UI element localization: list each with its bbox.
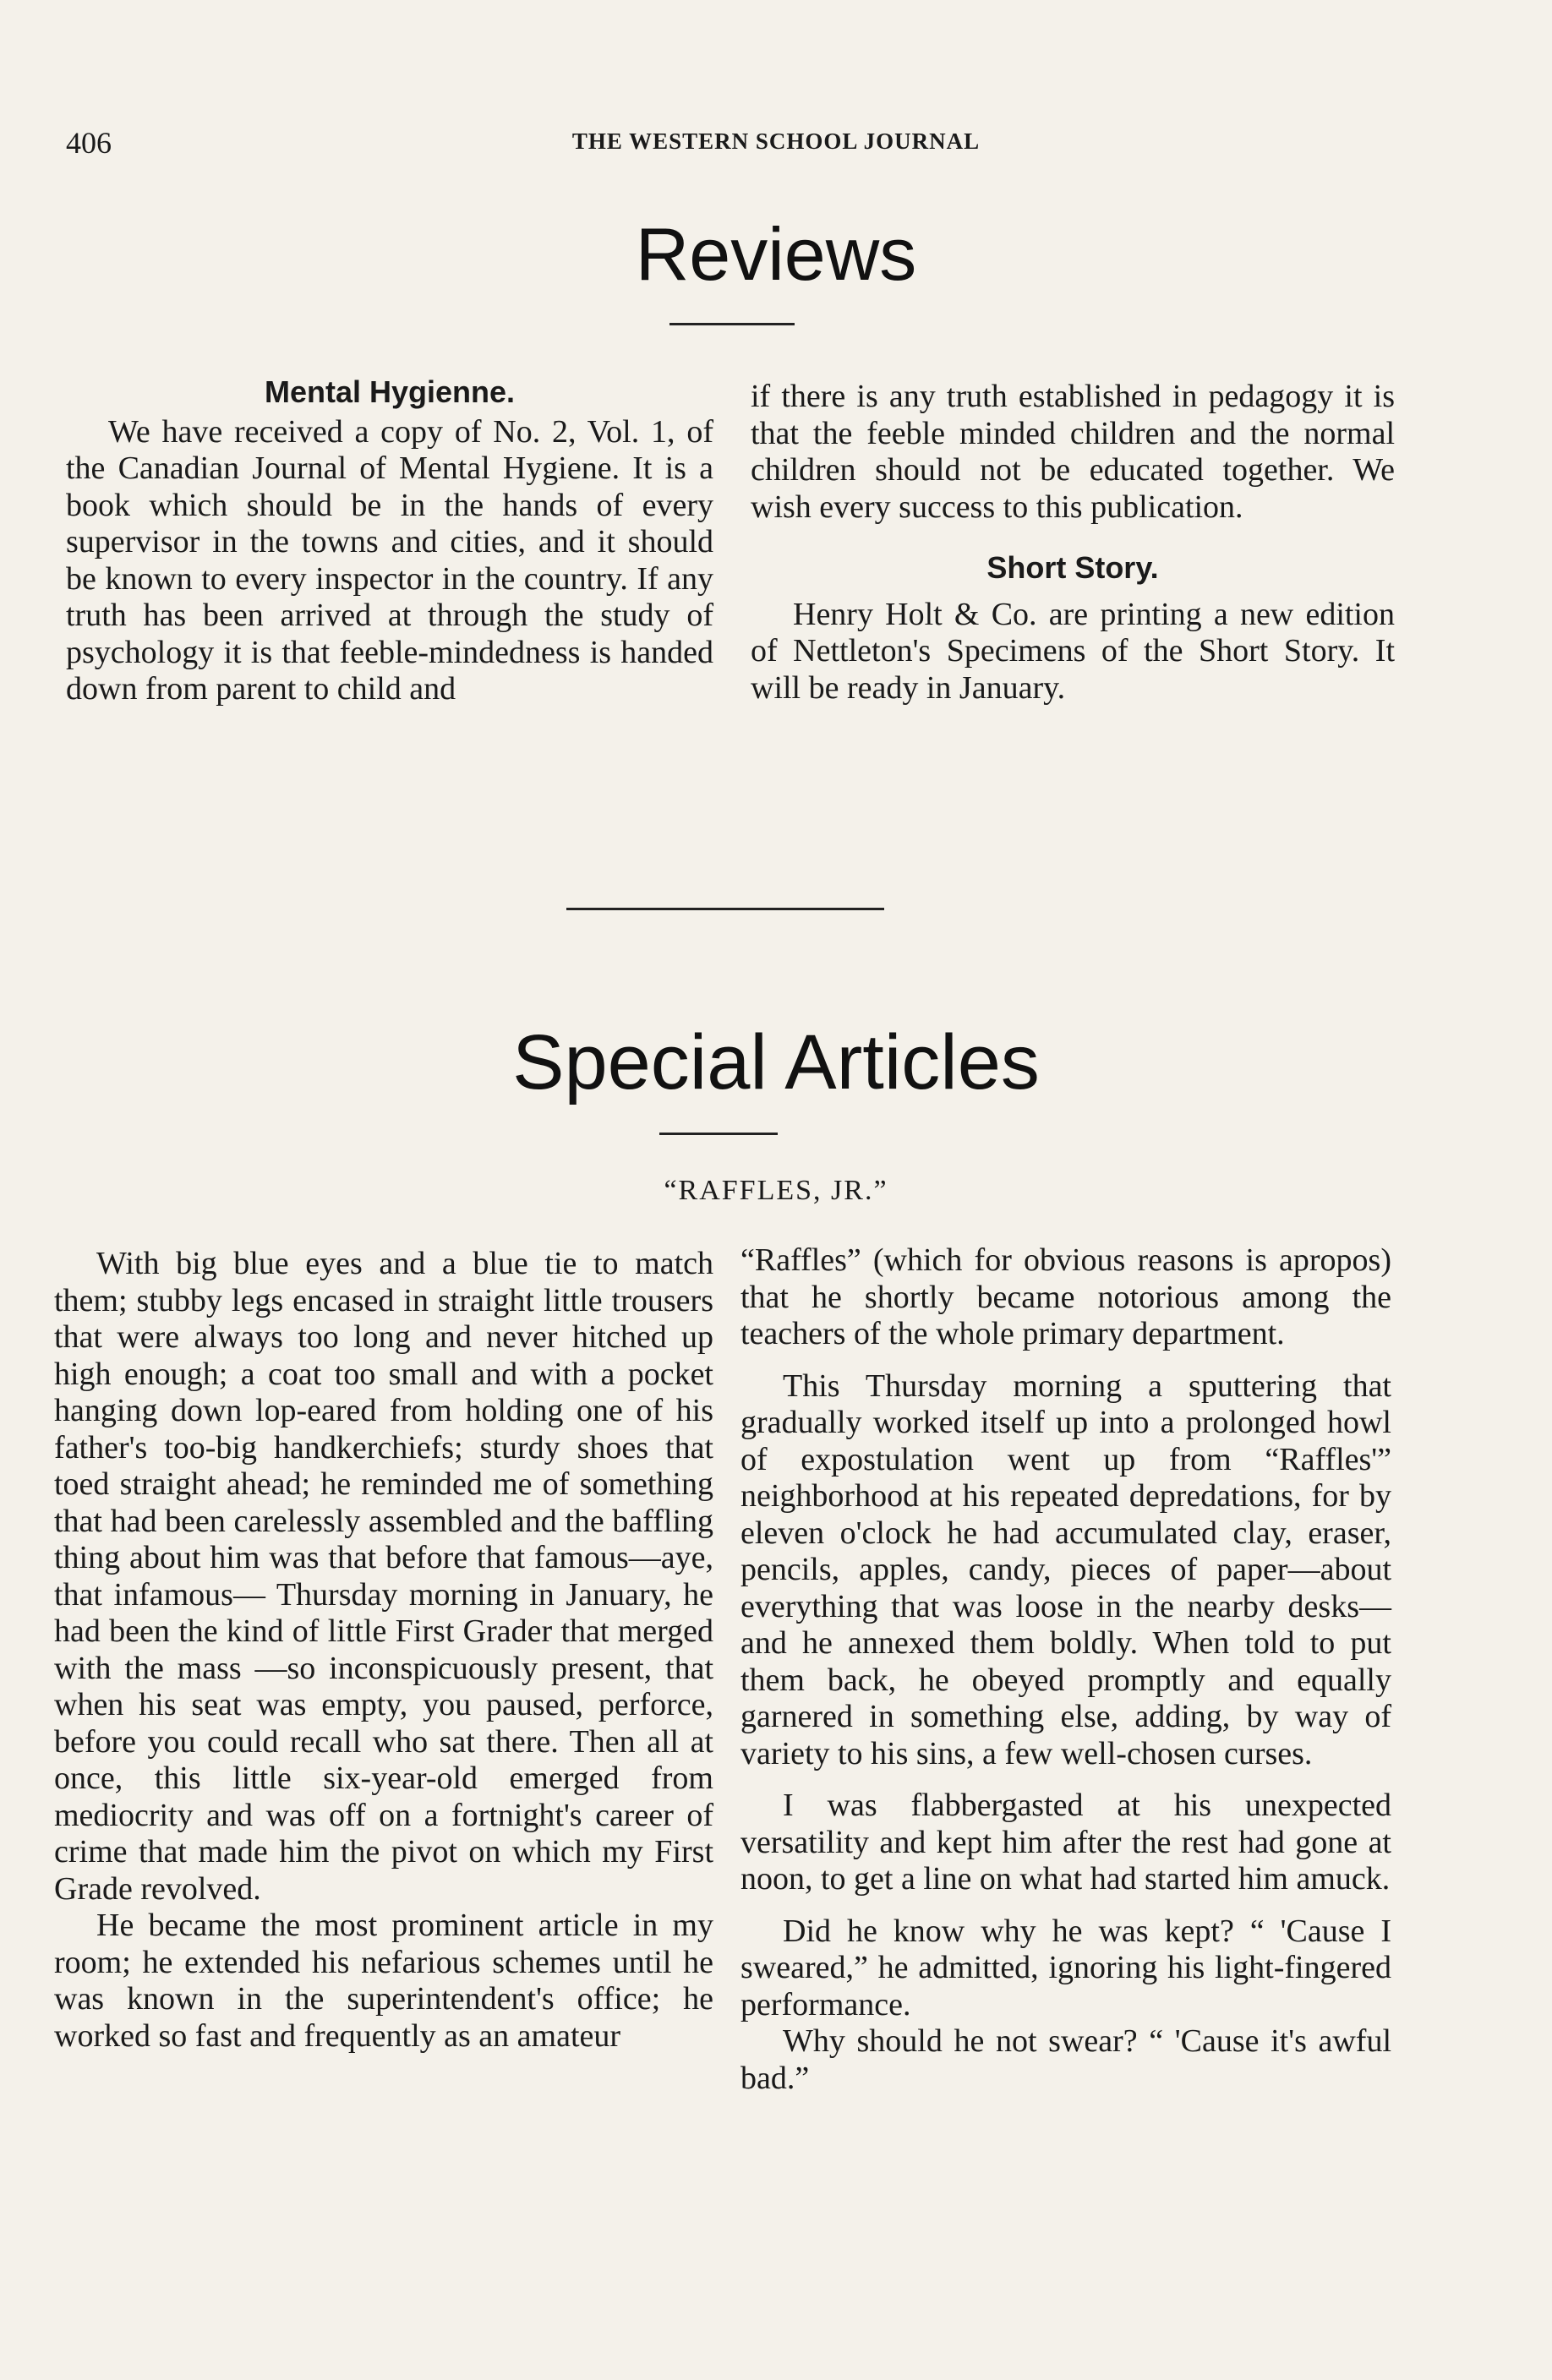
mental-hygiene-continued: if there is any truth established in pedagogy it is that the feeble minded children and the normal children should not be educated together. We wish every success to this publication. — [751, 379, 1395, 525]
article-right-column — [740, 1242, 1391, 2097]
reviews-left-column — [66, 374, 713, 708]
reviews-rule — [669, 323, 795, 325]
page-number: 406 — [66, 126, 112, 160]
running-head: THE WESTERN SCHOOL JOURNAL — [571, 128, 981, 154]
article-paragraph: He became the most prominent article in my room; he extended his nefarious schemes until he was known in the superintendent's office; he worked so fast and frequently as an amateur — [54, 1908, 713, 2054]
article-paragraph: With big blue eyes and a blue tie to match them; stubby legs encased in straight little trousers that were always too long and never hitched up high enough; a coat too small and with a pocket hanging down lop-eared from holding one of his father's too-big handkerchiefs; sturdy shoes that toed straight ahead; he reminded me of something that had been carelessly assembled and the baffling thing about him was that before that famous—aye, that infamous— Thursday morning in January, he had been the kind of little First Grader that merged with the mass —so inconspicuously present, that when his seat was empty, you paused, perforce, before you could recall who sat there. Then all at once, this little six-year-old emerged from mediocrity and was off on a fortnight's career of crime that made him the pivot on which my First Grade revolved. — [54, 1246, 713, 1907]
article-left-column — [54, 1246, 713, 2055]
article-paragraph: Why should he not swear? “ 'Cause it's awful bad.” — [740, 2023, 1391, 2096]
article-paragraph: Did he know why he was kept? “ 'Cause I sweared,” he admitted, ignoring his light-fingered performance. — [740, 1913, 1391, 2022]
section-divider — [566, 908, 884, 910]
special-articles-rule — [659, 1133, 778, 1135]
reviews-heading: Reviews — [635, 212, 917, 296]
special-articles-heading: Special Articles — [512, 1019, 1040, 1105]
mental-hygiene-heading: Mental Hygienne. — [264, 374, 516, 409]
article-paragraph: I was flabbergasted at his unexpected versatility and kept him after the rest had gone at noon, to get a line on what had started him amuck. — [740, 1788, 1391, 1897]
article-title: “RAFFLES, JR.” — [664, 1175, 888, 1206]
article-paragraph: This Thursday morning a sputtering that gradually worked itself up into a prolonged howl of expostulation went up from “Raffles'” neighborhood at his repeated depredations, for by eleven o'clock he had accumulated clay, eraser, pencils, apples, candy, pieces of paper—about everything that was loose in the nearby desks—and he annexed them boldly. When told to put them back, he obeyed promptly and equally garnered in something else, adding, by way of variety to his sins, a few well-chosen curses. — [740, 1367, 1391, 1771]
reviews-right-column — [751, 379, 1395, 707]
short-story-text: Henry Holt & Co. are printing a new edition of Nettleton's Specimens of the Short Story. It will be ready in January. — [751, 596, 1395, 706]
short-story-heading: Short Story. — [986, 550, 1159, 585]
article-paragraph: “Raffles” (which for obvious reasons is apropos) that he shortly became notorious among the teachers of the whole primary department. — [740, 1242, 1391, 1351]
mental-hygiene-text: We have received a copy of No. 2, Vol. 1, of the Canadian Journal of Mental Hygiene. It is a book which should be in the hands of every supervisor in the towns and cities, and it should be known to every inspector in the country. If any truth has been arrived at through the study of psychology it is that feeble-mindedness is handed down from parent to child and — [66, 413, 713, 707]
